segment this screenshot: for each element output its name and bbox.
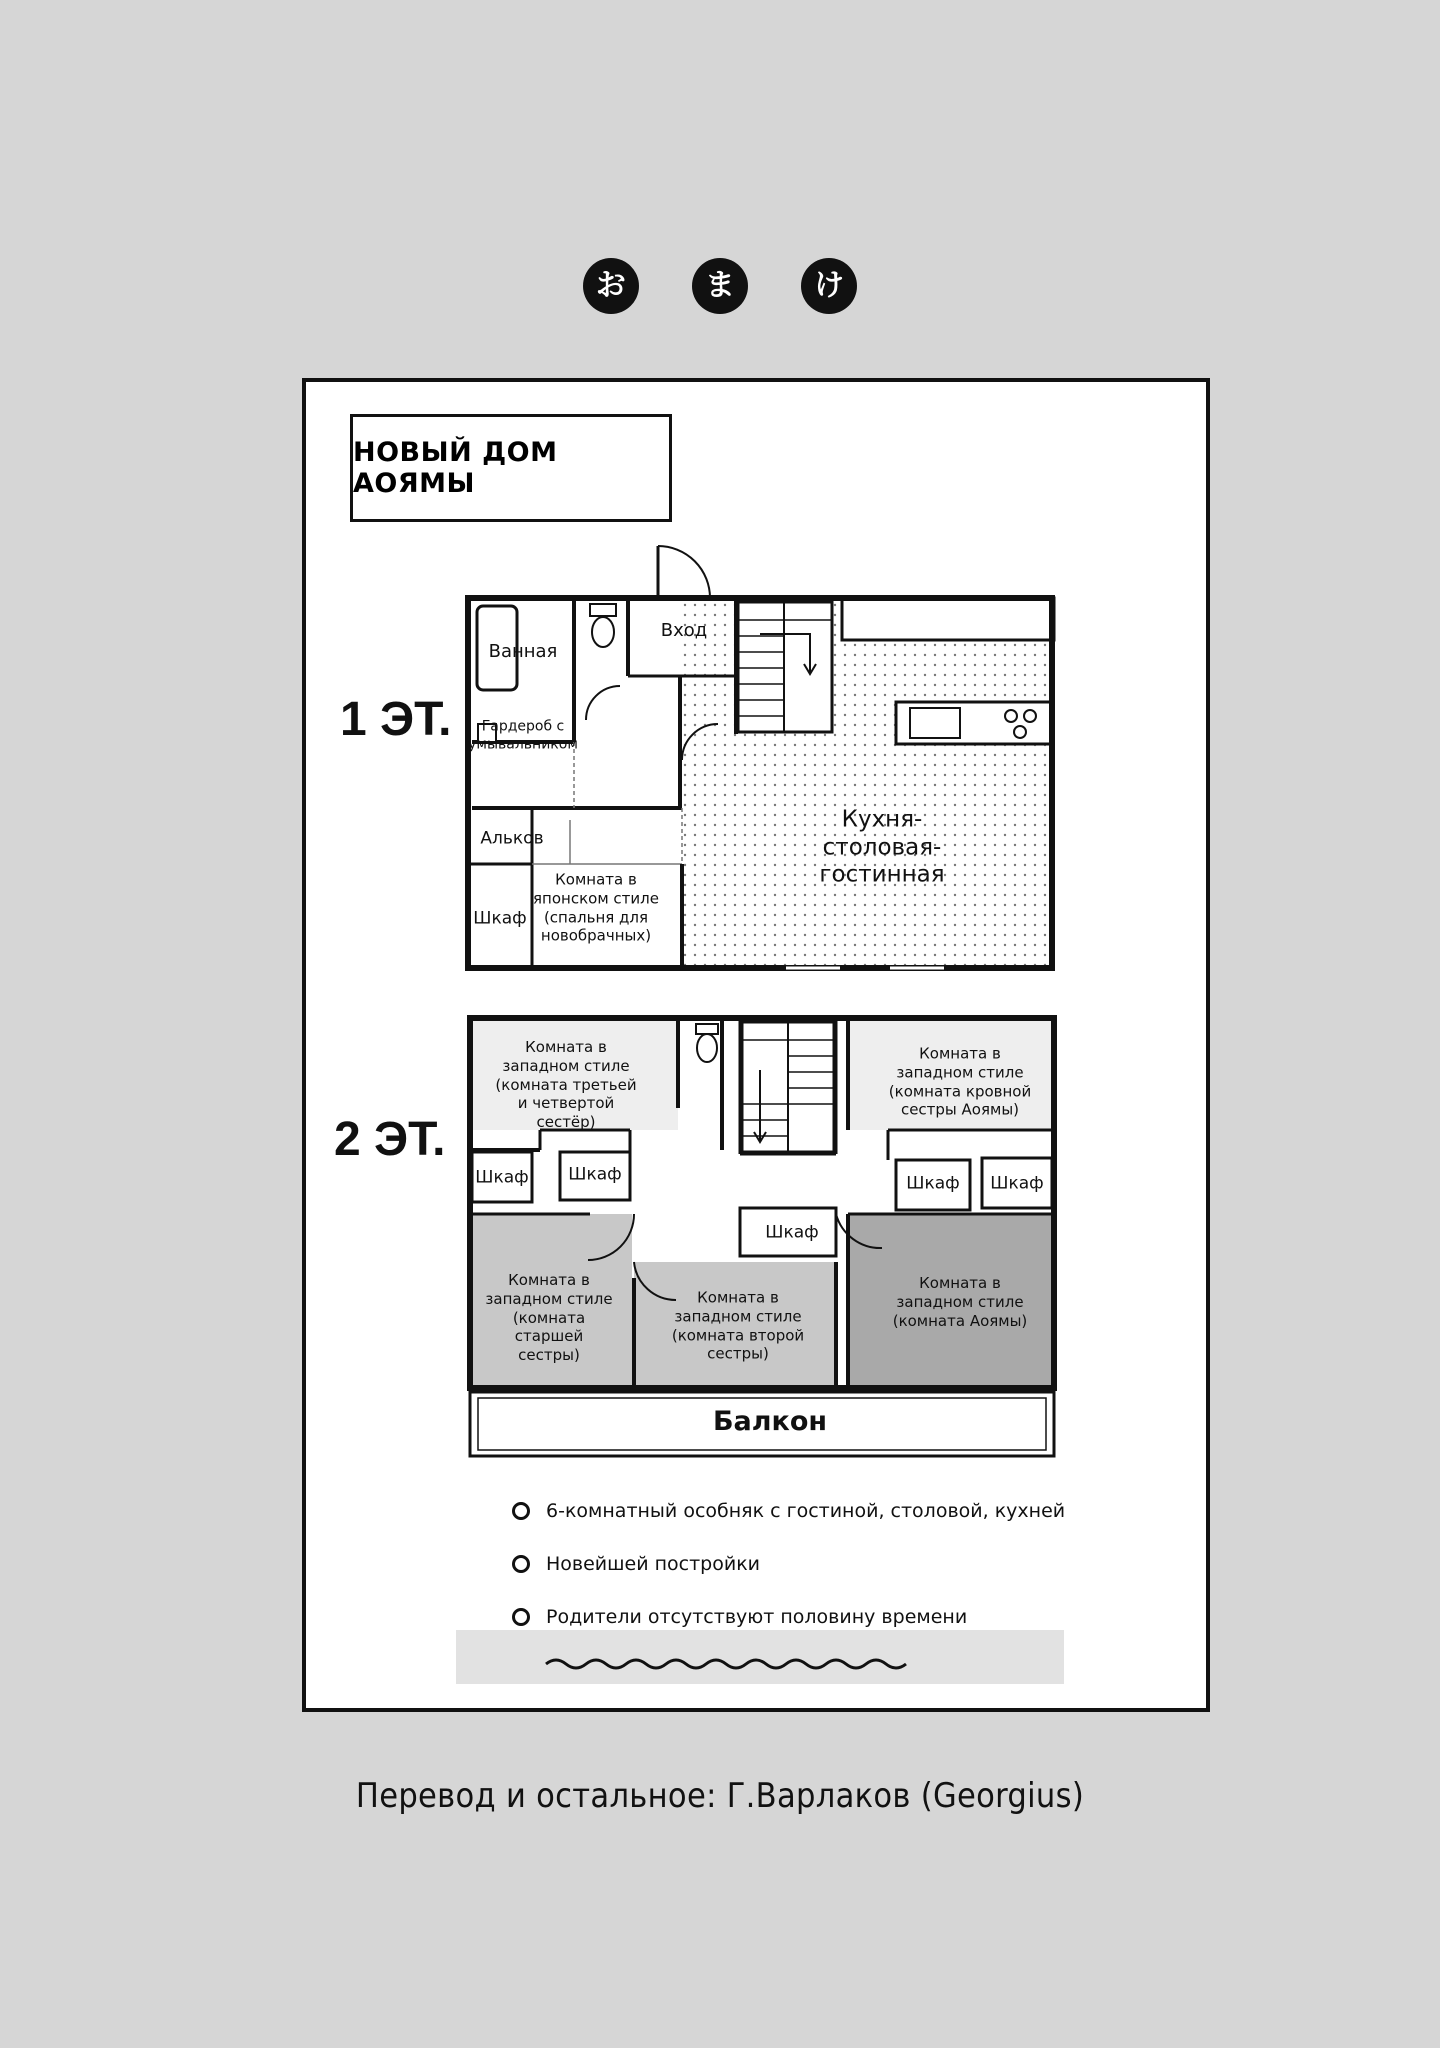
feature-item xyxy=(512,1496,1065,1526)
circle-bullet-icon xyxy=(512,1608,530,1626)
balcony-label: Балкон xyxy=(712,1406,828,1438)
feature-text: 6-комнатный особняк с гостиной, столовой, кухней xyxy=(546,1500,1066,1522)
toilet-icon xyxy=(590,604,616,647)
entrance-door-icon xyxy=(658,546,710,598)
feature-text: Новейшей постройки xyxy=(546,1553,761,1575)
room-closet-1f-label: Шкаф xyxy=(473,908,527,929)
closet-4-label: Шкаф xyxy=(990,1173,1044,1194)
room-japanese-label: Комната в японском стиле (спальня для новобрачных) xyxy=(533,870,659,945)
header-circle-ke: け xyxy=(801,258,857,314)
room-br-label: Комната в западном стиле (комната Аоямы) xyxy=(892,1273,1028,1330)
feature-text: Родители отсутствуют половину времени xyxy=(546,1606,968,1628)
sink-icon xyxy=(910,708,960,738)
closet-2-label: Шкаф xyxy=(568,1164,622,1185)
circle-bullet-icon xyxy=(512,1502,530,1520)
feature-item xyxy=(512,1549,1065,1579)
stairs-icon xyxy=(738,602,832,732)
room-bath-label: Ванная xyxy=(488,640,558,662)
closet-1-label: Шкаф xyxy=(475,1167,529,1188)
features-list xyxy=(512,1496,1065,1655)
closet-5-label: Шкаф xyxy=(765,1222,819,1243)
floor-1-label: 1 ЭТ. xyxy=(340,693,452,746)
toilet-2-icon xyxy=(696,1024,718,1062)
room-alcove-label: Альков xyxy=(480,828,544,849)
header-circle-ma: ま xyxy=(692,258,748,314)
room-entrance-label: Вход xyxy=(660,619,708,641)
room-tr-label: Комната в западном стиле (комната кровной сестры Аоямы) xyxy=(888,1044,1032,1119)
room-bl-label: Комната в западном стиле (комната старшей сестры) xyxy=(485,1271,613,1365)
page-title: НОВЫЙ ДОМ АОЯМЫ xyxy=(350,414,672,522)
room-tl-label: Комната в западном стиле (комната третьей и четвертой сестёр) xyxy=(495,1038,637,1132)
stairs-2-icon xyxy=(742,1022,834,1152)
header-circle-o: お xyxy=(583,258,639,314)
circle-bullet-icon xyxy=(512,1555,530,1573)
room-dressing-label: Гардероб с умывальником xyxy=(468,718,578,752)
floor-2-label: 2 ЭТ. xyxy=(334,1113,446,1166)
room-ldk-label: Кухня- столовая- гостинная xyxy=(819,806,945,888)
translator-credit: Перевод и остальное: Г.Варлаков (Georgius) xyxy=(355,1776,1085,1816)
feature-item xyxy=(512,1602,1065,1632)
room-bm-label: Комната в западном стиле (комната второй сестры) xyxy=(671,1288,805,1363)
closet-3-label: Шкаф xyxy=(906,1173,960,1194)
